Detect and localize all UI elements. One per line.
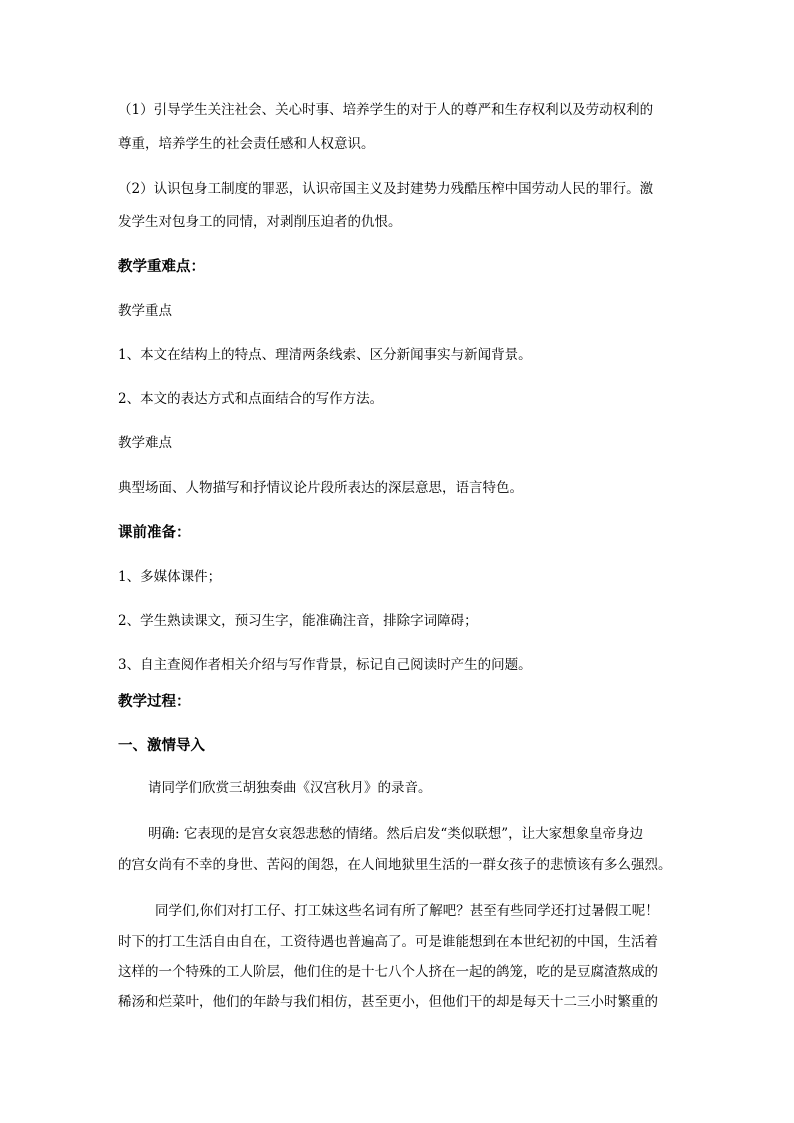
preparation-item-2: 2、学生熟读课文，预习生字，能准确注音，排除字词障碍；	[118, 613, 478, 629]
intro-paragraph-3-line-2: 时下的打工生活自由自在，工资待遇也普遍高了。可是谁能想到在本世纪初的中国，生活着	[118, 934, 658, 950]
preparation-heading: 课前准备：	[118, 524, 191, 541]
objective-2-line-2: 发学生对包身工的同情，对剥削压迫者的仇恨。	[118, 214, 402, 230]
preparation-item-3: 3、自主查阅作者相关介绍与写作背景，标记自己阅读时产生的问题。	[118, 657, 532, 673]
process-heading: 教学过程：	[118, 693, 191, 710]
objective-1-line-2: 尊重，培养学生的社会责任感和人权意识。	[118, 136, 375, 152]
difficulties-heading: 教学重难点：	[118, 258, 205, 275]
difficult-points-label: 教学难点	[118, 435, 172, 451]
intro-paragraph-1: 请同学们欣赏三胡独奏曲《汉宫秋月》的录音。	[148, 780, 432, 796]
intro-paragraph-3-line-4: 稀汤和烂菜叶，他们的年龄与我们相仿，甚至更小，但他们干的却是每天十二三小时繁重的	[118, 994, 658, 1010]
section-1-heading: 一、激情导入	[118, 737, 205, 754]
objective-2-line-1: （2）认识包身工制度的罪恶，认识帝国主义及封建势力残酷压榨中国劳动人民的罪行。激	[118, 181, 654, 197]
key-points-label: 教学重点	[118, 303, 172, 319]
intro-paragraph-3-line-3: 这样的一个特殊的工人阶层，他们住的是十七八个人挤在一起的鸽笼，吃的是豆腐渣熬成的	[118, 964, 658, 980]
difficult-points-text: 典型场面、人物描写和抒情议论片段所表达的深层意思，语言特色。	[118, 480, 523, 496]
key-point-item-2: 2、本文的表达方式和点面结合的写作方法。	[118, 391, 384, 407]
key-point-item-1: 1、本文在结构上的特点、理清两条线索、区分新闻事实与新闻背景。	[118, 347, 532, 363]
intro-paragraph-2-line-2: 的宫女尚有不幸的身世、苦闷的闺怨，在人间地狱里生活的一群女孩子的悲愤该有多么强烈。	[118, 857, 672, 873]
intro-paragraph-2-line-1: 明确: 它表现的是宫女哀怨悲愁的情绪。然后启发“类似联想”，让大家想象皇帝身边	[148, 826, 644, 842]
intro-paragraph-3-line-1: 同学们,你们对打工仔、打工妹这些名词有所了解吧？甚至有些同学还打过暑假工呢！	[155, 903, 659, 919]
preparation-item-1: 1、多媒体课件；	[118, 569, 222, 585]
objective-1-line-1: （1）引导学生关注社会、关心时事、培养学生的对于人的尊严和生存权利以及劳动权利的	[118, 102, 654, 118]
